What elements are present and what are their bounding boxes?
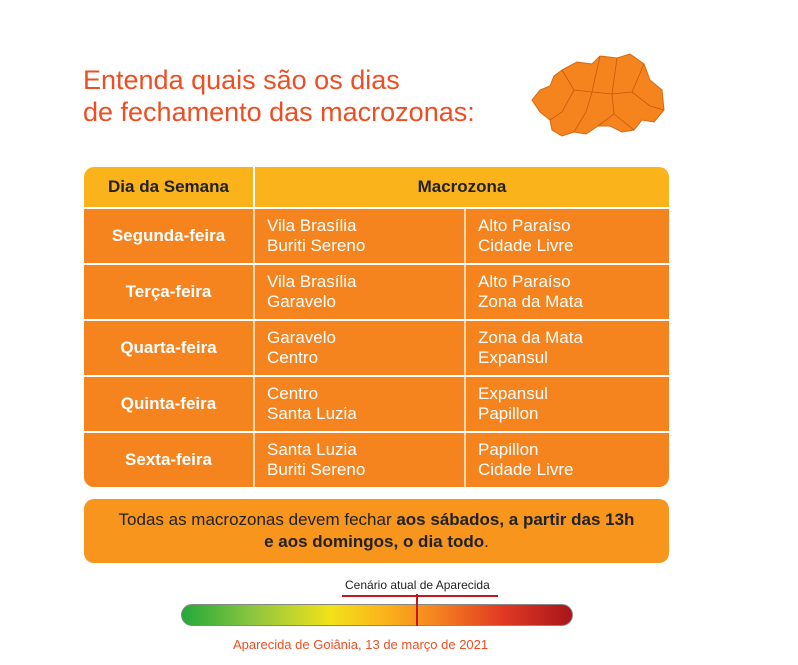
- day-cell: Terça-feira: [84, 265, 255, 319]
- zone-name: Garavelo: [267, 328, 336, 347]
- schedule-table: [84, 167, 669, 487]
- zone-name: Zona da Mata: [478, 328, 583, 347]
- title-line-2: de fechamento das macrozonas:: [83, 97, 475, 127]
- zone-name: Alto Paraíso: [478, 216, 571, 235]
- zone-name: Papillon: [478, 440, 539, 459]
- day-cell: Segunda-feira: [84, 209, 255, 263]
- zone-name: Buriti Sereno: [267, 460, 366, 479]
- zone-name: Santa Luzia: [267, 404, 357, 423]
- zone-name: Garavelo: [267, 292, 336, 311]
- zone-cell: [466, 321, 669, 375]
- aparecida-map-icon: [522, 50, 672, 150]
- zone-cell: [255, 377, 466, 431]
- zone-name: Buriti Sereno: [267, 236, 366, 255]
- note-end: .: [484, 532, 489, 551]
- risk-gauge: [181, 604, 573, 626]
- scale-label: Cenário atual de Aparecida: [342, 578, 498, 597]
- gauge-marker: [416, 594, 418, 626]
- table-row: [84, 433, 669, 487]
- note-line-1: [119, 509, 635, 531]
- zone-cell: [466, 433, 669, 487]
- zone-name: Zona da Mata: [478, 292, 583, 311]
- zone-name: Centro: [267, 384, 319, 403]
- footer-date: Aparecida de Goiânia, 13 de março de 2021: [233, 637, 489, 652]
- zone-name: Cidade Livre: [478, 236, 574, 255]
- zone-name: Expansul: [478, 384, 548, 403]
- table-row: [84, 265, 669, 319]
- zone-cell: [466, 209, 669, 263]
- zone-cell: [255, 433, 466, 487]
- zone-name: Santa Luzia: [267, 440, 357, 459]
- header-day: Dia da Semana: [84, 167, 255, 207]
- note-bold: e aos domingos, o dia todo: [264, 532, 485, 551]
- zone-cell: [255, 209, 466, 263]
- weekend-note: [84, 499, 669, 563]
- table-row: [84, 209, 669, 263]
- table-row: [84, 377, 669, 431]
- title-line-1: Entenda quais são os dias: [83, 65, 400, 95]
- table-header: [84, 167, 669, 207]
- page-title: [83, 64, 475, 128]
- table-row: [84, 321, 669, 375]
- note-bold: aos sábados, a partir das 13h: [396, 510, 635, 529]
- zone-cell: [255, 265, 466, 319]
- zone-name: Vila Brasília: [267, 216, 357, 235]
- header-zone: Macrozona: [417, 177, 507, 196]
- day-cell: Quarta-feira: [84, 321, 255, 375]
- note-text: Todas as macrozonas devem fechar: [118, 510, 397, 529]
- zone-name: Expansul: [478, 348, 548, 367]
- zone-name: Papillon: [478, 404, 539, 423]
- zone-name: Alto Paraíso: [478, 272, 571, 291]
- zone-cell: [466, 265, 669, 319]
- zone-name: Vila Brasília: [267, 272, 357, 291]
- zone-cell: [255, 321, 466, 375]
- zone-name: Cidade Livre: [478, 460, 574, 479]
- day-cell: Sexta-feira: [84, 433, 255, 487]
- day-cell: Quinta-feira: [84, 377, 255, 431]
- note-line-2: [264, 531, 489, 553]
- zone-name: Centro: [267, 348, 319, 367]
- zone-cell: [466, 377, 669, 431]
